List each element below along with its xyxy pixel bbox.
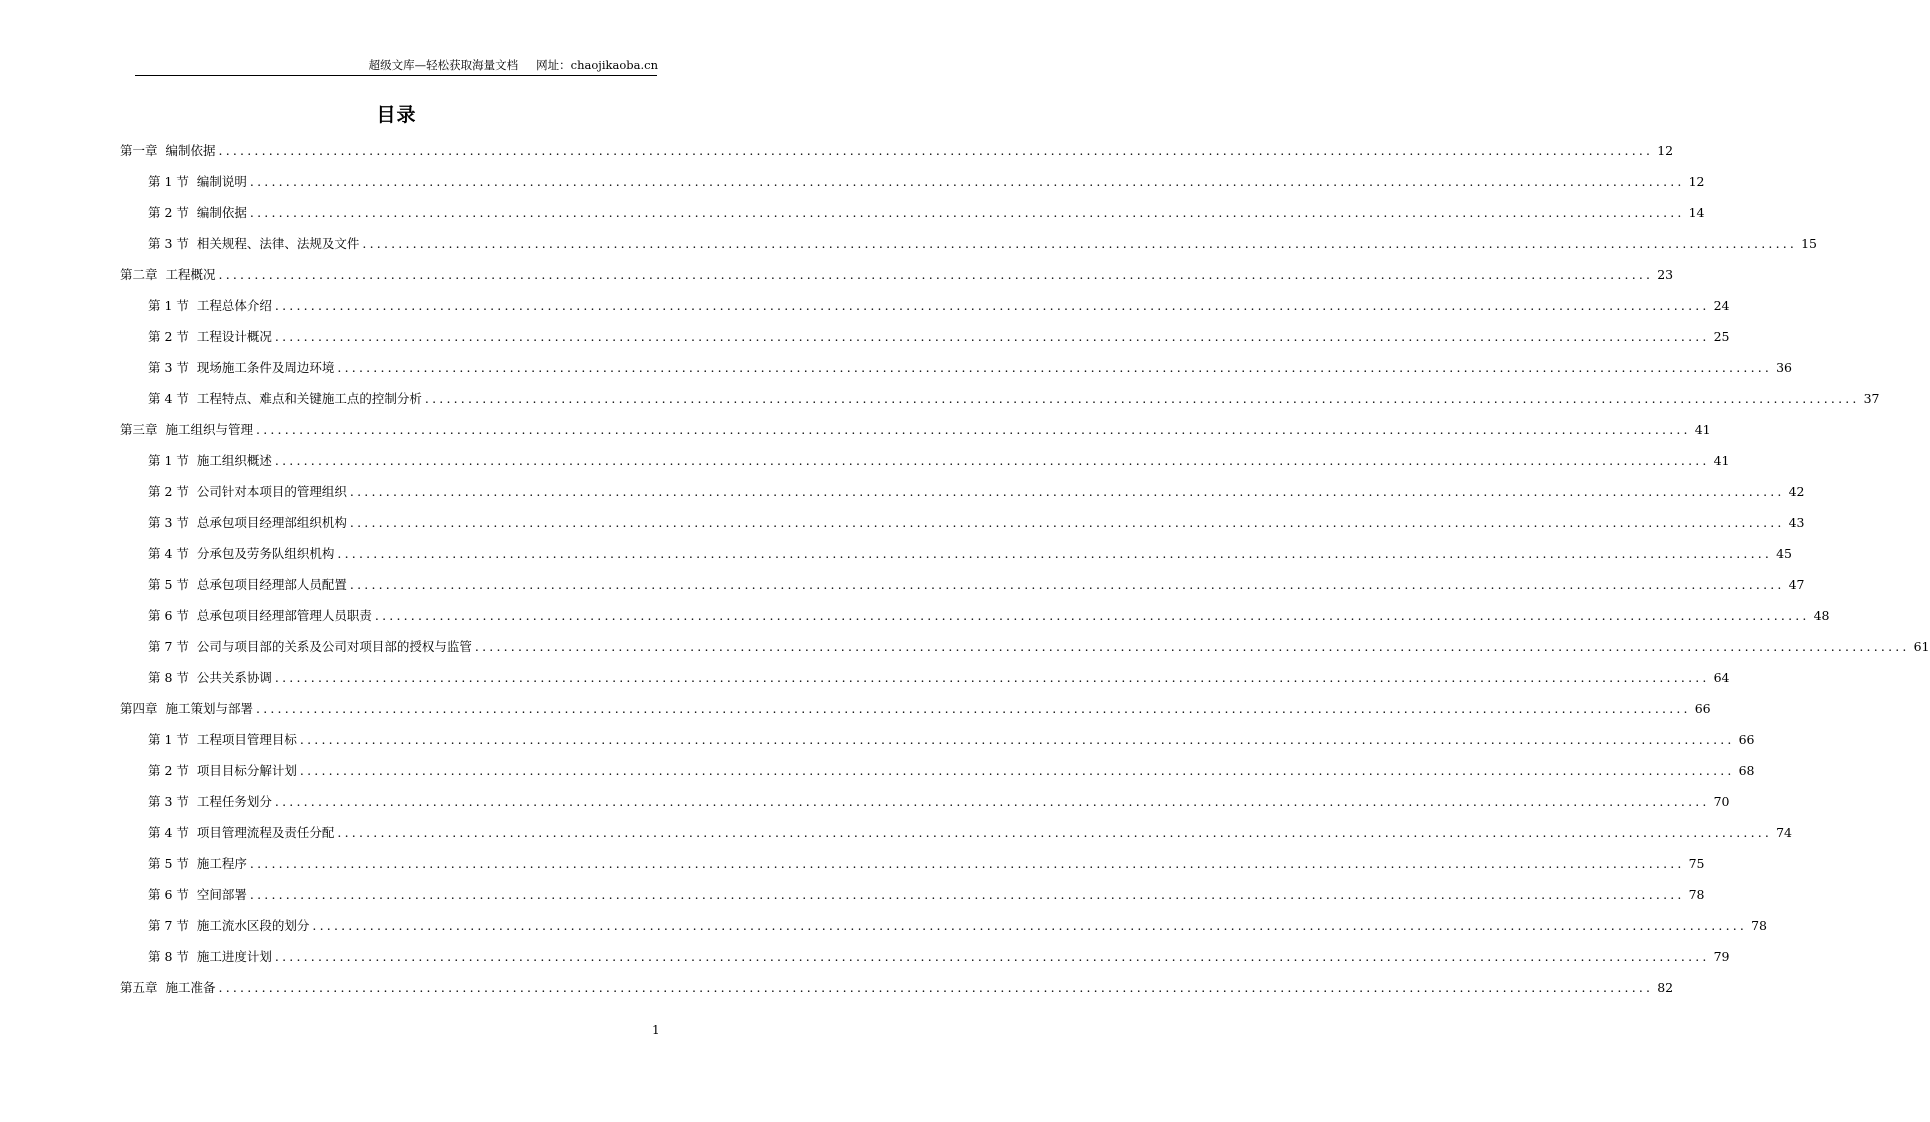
- toc-entry-number: 第 4 节: [148, 546, 189, 561]
- toc-chapter-entry[interactable]: [120, 142, 1674, 160]
- toc-section-entry[interactable]: [148, 328, 1730, 346]
- toc-entry-label: 现场施工条件及周边环境: [196, 360, 335, 375]
- toc-entry-number: 第 4 节: [148, 825, 189, 840]
- toc-dot-leader: ........................................................................................................................................................................................................: [218, 143, 1654, 158]
- toc-dot-leader: ........................................................................................................................................................................................................: [337, 825, 1773, 840]
- toc-entry-label: 相关规程、法律、法规及文件: [196, 236, 360, 251]
- header-url-label: 网址：: [536, 58, 571, 72]
- toc-entry-label: 施工组织概述: [196, 453, 272, 468]
- toc-dot-leader: ........................................................................................................................................................................................................: [337, 360, 1773, 375]
- toc-entry-label: 项目目标分解计划: [196, 763, 297, 778]
- toc-entry-label: 编制依据: [196, 205, 247, 220]
- toc-entry-page: 82: [1657, 980, 1674, 995]
- toc-entry-label: 施工程序: [196, 856, 247, 871]
- toc-entry-label: 项目管理流程及责任分配: [196, 825, 335, 840]
- toc-entry-label: 施工组织与管理: [165, 422, 254, 437]
- toc-entry-number: 第三章: [120, 422, 158, 437]
- toc-entry-number: 第 3 节: [148, 360, 189, 375]
- toc-dot-leader: ........................................................................................................................................................................................................: [362, 236, 1798, 251]
- toc-dot-leader: ........................................................................................................................................................................................................: [299, 763, 1735, 778]
- toc-entry-number: 第四章: [120, 701, 158, 716]
- toc-entry-label: 公共关系协调: [196, 670, 272, 685]
- toc-section-entry[interactable]: [148, 793, 1730, 811]
- toc-entry-page: 42: [1788, 484, 1805, 499]
- toc-section-entry[interactable]: [148, 886, 1705, 904]
- toc-section-entry[interactable]: [148, 576, 1805, 594]
- toc-dot-leader: ........................................................................................................................................................................................................: [349, 484, 1785, 499]
- toc-entry-label: 总承包项目经理部人员配置: [196, 577, 347, 592]
- toc-entry-page: 66: [1694, 701, 1711, 716]
- toc-entry-page: 23: [1657, 267, 1674, 282]
- toc-entry-label: 总承包项目经理部管理人员职责: [196, 608, 372, 623]
- toc-section-entry[interactable]: [148, 824, 1793, 842]
- toc-entry-number: 第五章: [120, 980, 158, 995]
- toc-section-entry[interactable]: [148, 173, 1705, 191]
- toc-entry-page: 15: [1801, 236, 1818, 251]
- toc-section-entry[interactable]: [148, 638, 1930, 656]
- toc-entry-label: 工程特点、难点和关键施工点的控制分析: [196, 391, 422, 406]
- toc-entry-number: 第 7 节: [148, 639, 189, 654]
- page-number: 1: [652, 1023, 660, 1037]
- toc-dot-leader: ........................................................................................................................................................................................................: [299, 732, 1735, 747]
- toc-entry-number: 第 2 节: [148, 763, 189, 778]
- toc-entry-number: 第 1 节: [148, 453, 189, 468]
- toc-entry-number: 第二章: [120, 267, 158, 282]
- toc-entry-page: 12: [1688, 174, 1705, 189]
- toc-section-entry[interactable]: [148, 762, 1755, 780]
- toc-section-entry[interactable]: [148, 204, 1705, 222]
- toc-dot-leader: ........................................................................................................................................................................................................: [249, 174, 1685, 189]
- toc-entry-page: 61: [1913, 639, 1930, 654]
- toc-dot-leader: ........................................................................................................................................................................................................: [218, 267, 1654, 282]
- toc-dot-leader: ........................................................................................................................................................................................................: [374, 608, 1810, 623]
- toc-section-entry[interactable]: [148, 669, 1730, 687]
- toc-dot-leader: ........................................................................................................................................................................................................: [312, 918, 1748, 933]
- toc-section-entry[interactable]: [148, 483, 1805, 501]
- toc-section-entry[interactable]: [148, 235, 1818, 253]
- toc-entry-page: 45: [1776, 546, 1793, 561]
- toc-entry-label: 总承包项目经理部组织机构: [196, 515, 347, 530]
- toc-entry-label: 施工流水区段的划分: [196, 918, 310, 933]
- toc-entry-page: 37: [1863, 391, 1880, 406]
- toc-section-entry[interactable]: [148, 545, 1793, 563]
- toc-chapter-entry[interactable]: [120, 266, 1674, 284]
- toc-dot-leader: ........................................................................................................................................................................................................: [349, 515, 1785, 530]
- toc-section-entry[interactable]: [148, 359, 1793, 377]
- toc-entry-page: 25: [1713, 329, 1730, 344]
- toc-entry-page: 78: [1688, 887, 1705, 902]
- toc-section-entry[interactable]: [148, 855, 1705, 873]
- toc-entry-label: 工程设计概况: [196, 329, 272, 344]
- toc-entry-page: 74: [1776, 825, 1793, 840]
- toc-entry-number: 第 6 节: [148, 608, 189, 623]
- toc-entry-label: 空间部署: [196, 887, 247, 902]
- toc-chapter-entry[interactable]: [120, 700, 1711, 718]
- toc-entry-page: 79: [1713, 949, 1730, 964]
- toc-chapter-entry[interactable]: [120, 979, 1674, 997]
- header-url-link[interactable]: chaojikaoba.cn: [570, 58, 658, 72]
- toc-dot-leader: ........................................................................................................................................................................................................: [256, 422, 1691, 437]
- toc-entry-number: 第 2 节: [148, 205, 189, 220]
- toc-entry-page: 24: [1713, 298, 1730, 313]
- toc-entry-label: 工程总体介绍: [196, 298, 272, 313]
- toc-entry-page: 48: [1813, 608, 1830, 623]
- toc-section-entry[interactable]: [148, 917, 1768, 935]
- toc-entry-number: 第 2 节: [148, 329, 189, 344]
- toc-entry-page: 41: [1713, 453, 1730, 468]
- toc-entry-number: 第 5 节: [148, 577, 189, 592]
- toc-entry-label: 公司与项目部的关系及公司对项目部的授权与监管: [196, 639, 472, 654]
- toc-entry-label: 分承包及劳务队组织机构: [196, 546, 335, 561]
- toc-entry-number: 第 1 节: [148, 298, 189, 313]
- toc-section-entry[interactable]: [148, 390, 1880, 408]
- toc-entry-label: 施工策划与部署: [165, 701, 254, 716]
- toc-entry-label: 工程项目管理目标: [196, 732, 297, 747]
- toc-chapter-entry[interactable]: [120, 421, 1711, 439]
- toc-dot-leader: ........................................................................................................................................................................................................: [249, 205, 1685, 220]
- toc-dot-leader: ........................................................................................................................................................................................................: [474, 639, 1910, 654]
- toc-entry-page: 36: [1776, 360, 1793, 375]
- toc-entry-number: 第 4 节: [148, 391, 189, 406]
- toc-dot-leader: ........................................................................................................................................................................................................: [274, 453, 1710, 468]
- toc-dot-leader: ........................................................................................................................................................................................................: [274, 794, 1710, 809]
- toc-entry-number: 第 5 节: [148, 856, 189, 871]
- toc-entry-page: 75: [1688, 856, 1705, 871]
- toc-entry-page: 47: [1788, 577, 1805, 592]
- toc-section-entry[interactable]: [148, 607, 1830, 625]
- toc-entry-page: 43: [1788, 515, 1805, 530]
- toc-entry-page: 78: [1751, 918, 1768, 933]
- toc-dot-leader: ........................................................................................................................................................................................................: [349, 577, 1785, 592]
- toc-entry-label: 工程概况: [165, 267, 216, 282]
- toc-dot-leader: ........................................................................................................................................................................................................: [256, 701, 1691, 716]
- toc-dot-leader: ........................................................................................................................................................................................................: [274, 949, 1710, 964]
- toc-entry-number: 第 6 节: [148, 887, 189, 902]
- toc-dot-leader: ........................................................................................................................................................................................................: [337, 546, 1773, 561]
- toc-entry-number: 第 3 节: [148, 515, 189, 530]
- toc-entry-number: 第 1 节: [148, 174, 189, 189]
- toc-dot-leader: ........................................................................................................................................................................................................: [274, 329, 1710, 344]
- toc-entry-number: 第 2 节: [148, 484, 189, 499]
- toc-dot-leader: ........................................................................................................................................................................................................: [249, 887, 1685, 902]
- toc-title: 目录: [376, 104, 417, 126]
- toc-entry-page: 41: [1694, 422, 1711, 437]
- toc-dot-leader: ........................................................................................................................................................................................................: [274, 298, 1710, 313]
- toc-entry-label: 编制依据: [165, 143, 216, 158]
- toc-entry-label: 施工进度计划: [196, 949, 272, 964]
- toc-dot-leader: ........................................................................................................................................................................................................: [424, 391, 1860, 406]
- toc-entry-page: 14: [1688, 205, 1705, 220]
- toc-entry-number: 第 3 节: [148, 794, 189, 809]
- header-site-name: 超级文库—轻松获取海量文档: [368, 58, 519, 72]
- toc-section-entry[interactable]: [148, 452, 1730, 470]
- toc-entry-number: 第 8 节: [148, 949, 189, 964]
- toc-dot-leader: ........................................................................................................................................................................................................: [249, 856, 1685, 871]
- toc-entry-page: 70: [1713, 794, 1730, 809]
- toc-entry-number: 第 8 节: [148, 670, 189, 685]
- toc-entry-label: 施工准备: [165, 980, 216, 995]
- toc-entry-number: 第 1 节: [148, 732, 189, 747]
- toc-entry-number: 第一章: [120, 143, 158, 158]
- toc-entry-label: 编制说明: [196, 174, 247, 189]
- toc-entry-page: 66: [1738, 732, 1755, 747]
- toc-section-entry[interactable]: [148, 514, 1805, 532]
- toc-entry-label: 工程任务划分: [196, 794, 272, 809]
- toc-dot-leader: ........................................................................................................................................................................................................: [218, 980, 1654, 995]
- toc-section-entry[interactable]: [148, 731, 1755, 749]
- toc-entry-label: 公司针对本项目的管理组织: [196, 484, 347, 499]
- toc-entry-number: 第 3 节: [148, 236, 189, 251]
- toc-section-entry[interactable]: [148, 948, 1730, 966]
- toc-entry-page: 68: [1738, 763, 1755, 778]
- toc-entry-page: 12: [1657, 143, 1674, 158]
- toc-entry-number: 第 7 节: [148, 918, 189, 933]
- toc-dot-leader: ........................................................................................................................................................................................................: [274, 670, 1710, 685]
- toc-section-entry[interactable]: [148, 297, 1730, 315]
- toc-entry-page: 64: [1713, 670, 1730, 685]
